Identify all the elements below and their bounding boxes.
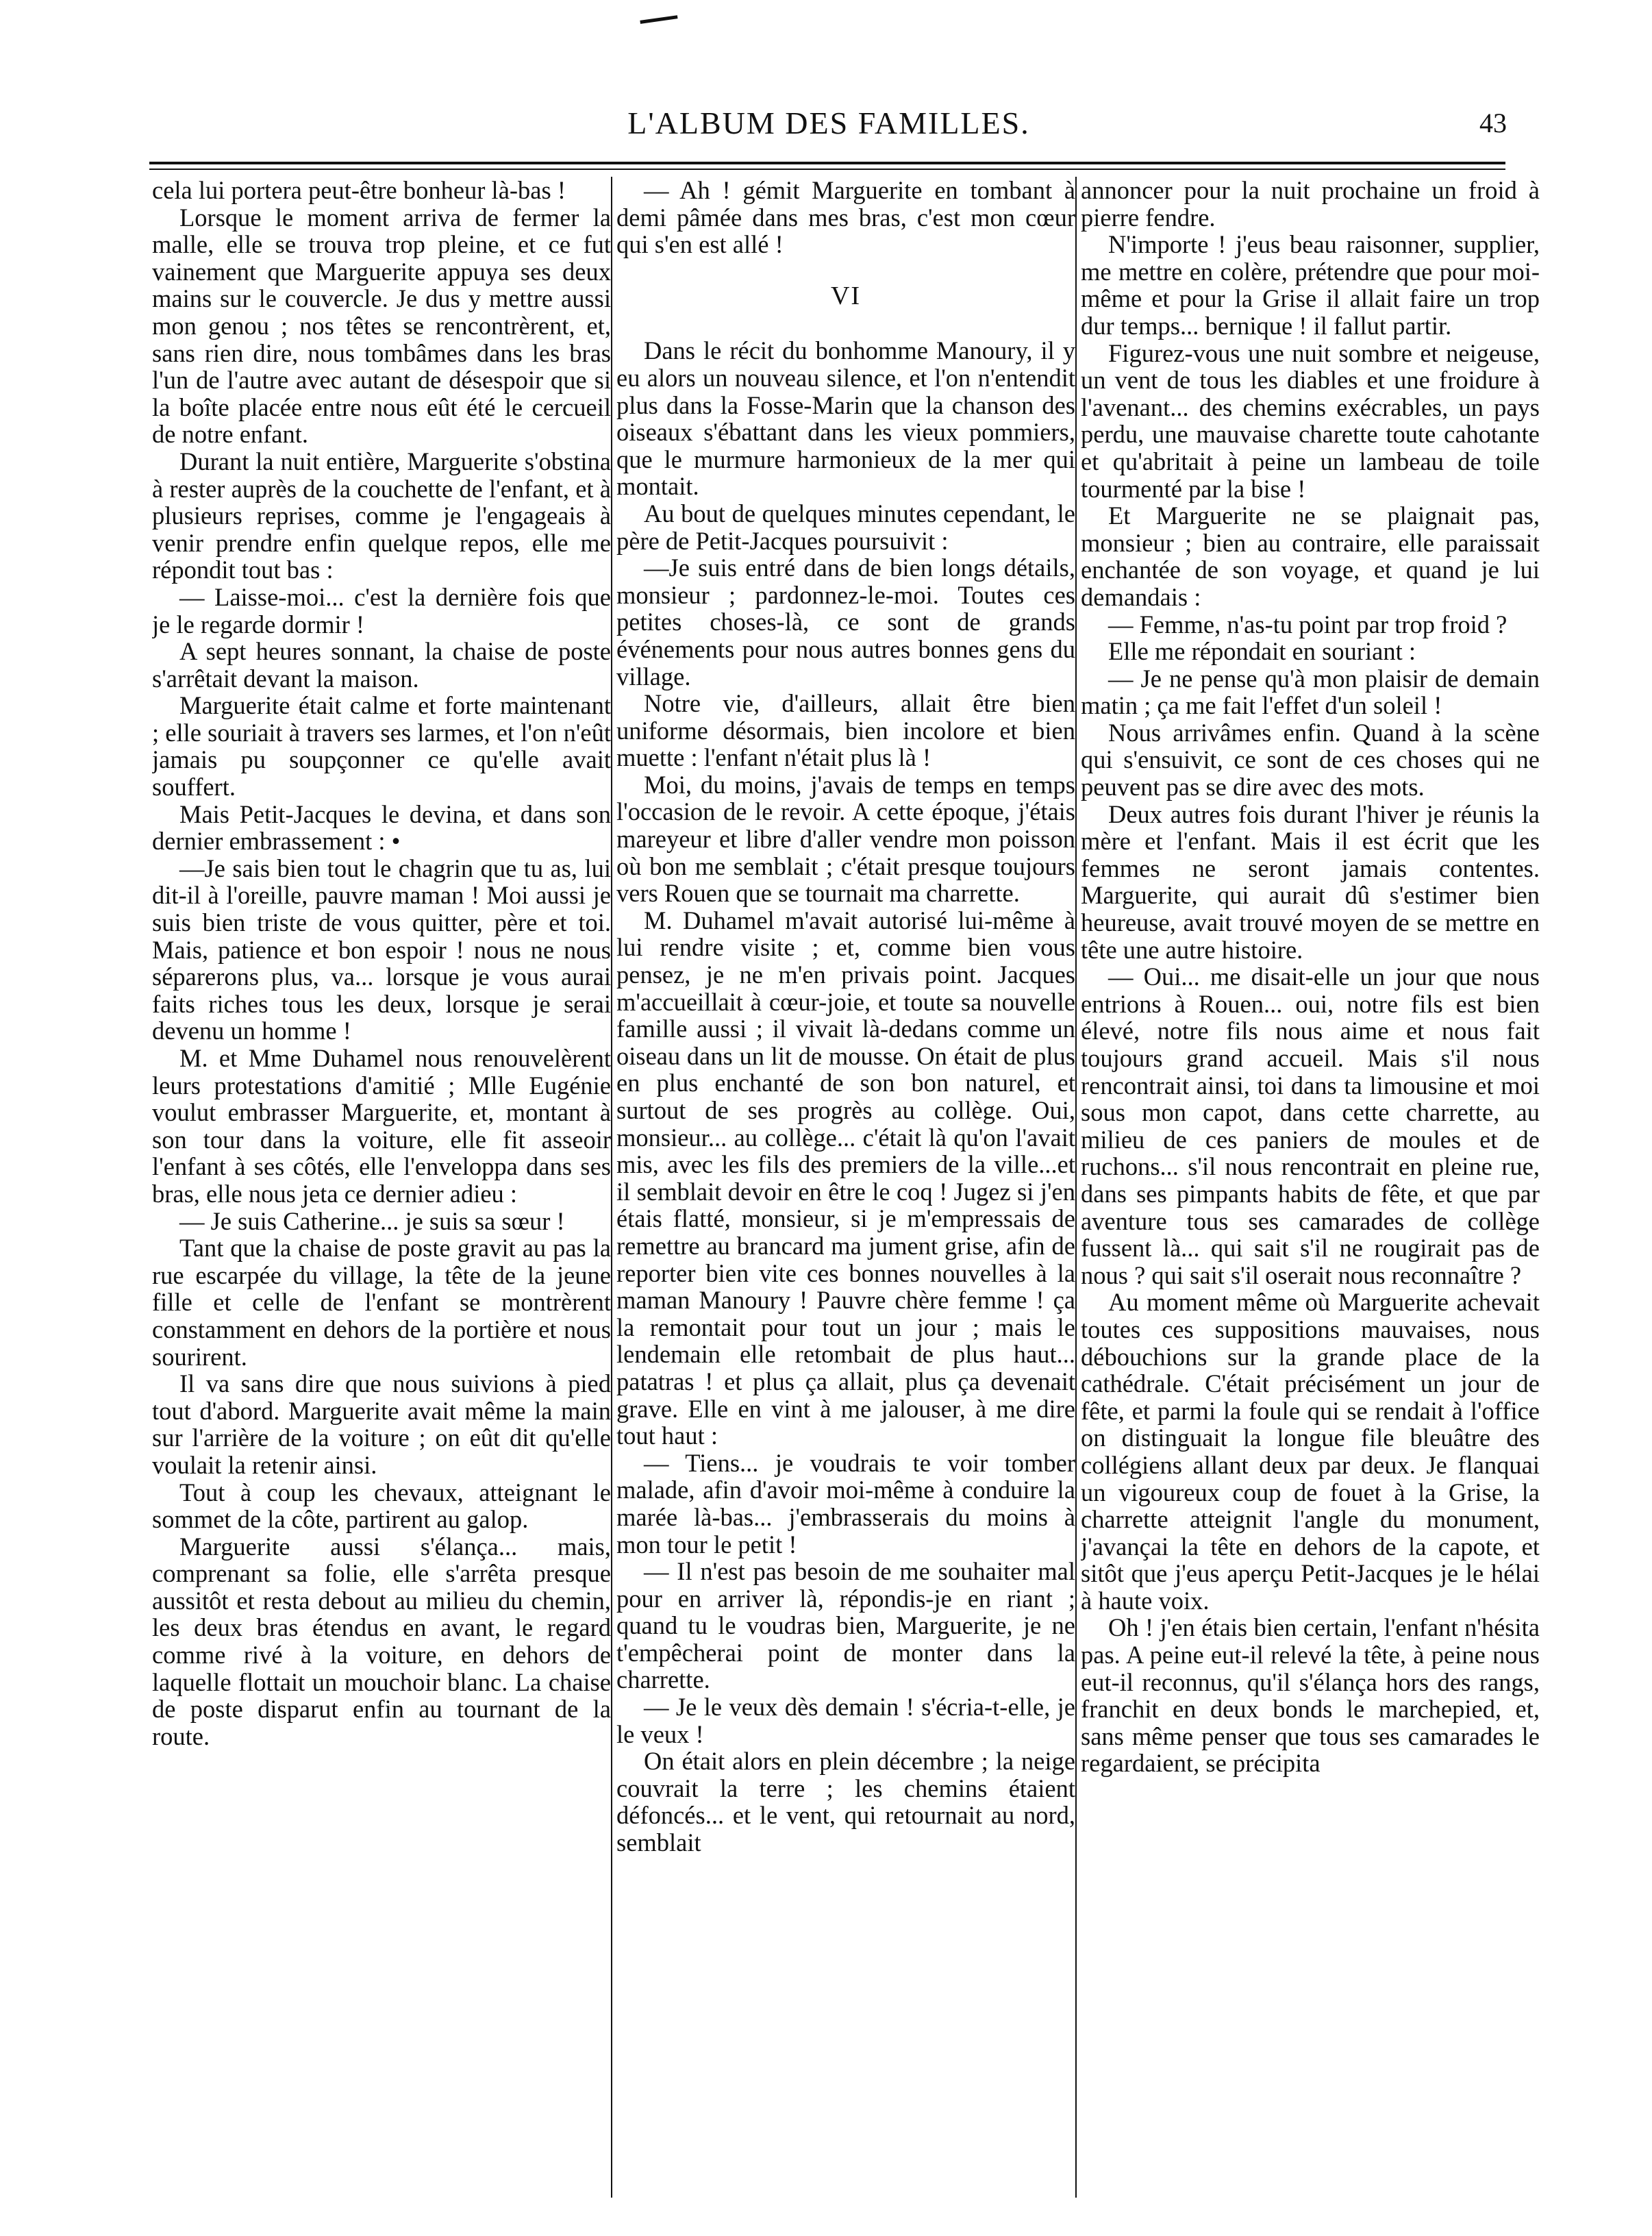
paragraph: cela lui portera peut-être bonheur là-bas ! xyxy=(152,177,566,204)
paragraph: M. Duhamel m'avait autorisé lui-même à lui rendre visite ; et, comme bien vous pensez, je ne m'en privais point. Jacques m'accueillait à cœur-joie, et toute sa nouvelle famille aussi ; il vivait là-dedans comme un oiseau dans un lit de mousse. On était de plus en plus enchanté de son bon naturel, et surtout de ses progrès au collège. Oui, monsieur... au collège... c'était là qu'on l'avait mis, avec les fils des premiers de la ville...et il semblait devoir en être le coq ! Jugez si j'en étais flatté, monsieur, si je m'empressais de remettre au brancard ma jument grise, afin de reporter bien vite ces bonnes nouvelles à la maman Manoury ! Pauvre chère femme ! ça la remontait pour tout un jour ; mais le lendemain elle retombait de plus haut... patatras ! et plus ça allait, plus ça devenait grave. Elle en vint à me jalouser, à me dire tout haut : xyxy=(616,906,1075,1450)
paragraph: Au bout de quelques minutes cependant, le père de Petit-Jacques poursuivit : xyxy=(616,499,1075,555)
paragraph: Et Marguerite ne se plaignait pas, monsieur ; bien au contraire, elle paraissait enchantée de son voyage, et quand je lui demandais : xyxy=(1081,501,1540,611)
paragraph: Au moment même où Marguerite achevait toutes ces suppositions mauvaises, nous débouchions sur la grande place de la cathédrale. C'était précisément un jour de fête, et parmi la foule qui se rendait à l'office on distinguait la longue file bleuâtre des collégiens allant deux par deux. Je flanquai un vigoureux coup de fouet à la Grise, la charrette atteignit l'angle du monument, j'avançai la tête en dehors de la capote, et sitôt que j'eus aperçu Petit-Jacques je le hélai à haute voix. xyxy=(1081,1288,1540,1615)
page-number: 43 xyxy=(1479,108,1507,138)
paragraph: Marguerite était calme et forte maintenant ; elle souriait à travers ses larmes, et l'on n'eût jamais pu soupçonner ce qu'elle avait souffert. xyxy=(152,691,611,802)
header-rule-thin xyxy=(149,169,1505,170)
paragraph: Tant que la chaise de poste gravit au pas la rue escarpée du village, la tête de la jeune fille et celle de l'enfant se montrèrent constamment en dehors de la portière et nous sourirent. xyxy=(152,1234,611,1371)
text-column-1 xyxy=(152,177,611,2194)
paragraph: Dans le récit du bonhomme Manoury, il y eu alors un nouveau silence, et l'on n'entendit plus dans la Fosse-Marin que la chanson des oiseaux s'ébattant dans les vieux pommiers, que le murmure harmonieux de la mer qui montait. xyxy=(616,336,1075,501)
paragraph: M. et Mme Duhamel nous renouvelèrent leurs protestations d'amitié ; Mlle Eugénie voulut embrasser Marguerite, et, montant à son tour dans la voiture, elle fit asseoir l'enfant à ses côtés, elle l'enveloppa dans ses bras, elle nous jeta ce dernier adieu : xyxy=(152,1044,611,1208)
paragraph: Il va sans dire que nous suivions à pied tout d'abord. Marguerite avait même la main sur l'arrière de la voiture ; on eût dit qu'elle voulait la retenir ainsi. xyxy=(152,1369,611,1479)
paragraph: Notre vie, d'ailleurs, allait être bien uniforme désormais, bien incolore et bien muette : l'enfant n'était plus là ! xyxy=(616,689,1075,772)
column-divider-2 xyxy=(1075,177,1077,2198)
paragraph: — Ah ! gémit Marguerite en tombant à demi pâmée dans mes bras, c'est mon cœur qui s'en est allé ! xyxy=(616,177,1075,259)
paragraph: — Oui... me disait-elle un jour que nous entrions à Rouen... oui, notre fils est bien élevé, notre fils nous aime et nous fait toujours grand accueil. Mais s'il nous rencontrait ainsi, toi dans ta limousine et moi sous mon capot, dans cette charrette, au milieu de ces paniers de moules et de ruchons... s'il nous rencontrait en pleine rue, dans ses pimpants habits de fête, et que par aventure tous ses camarades de collège fussent là... qui sait s'il ne rougirait pas de nous ? qui sait s'il oserait nous reconnaître ? xyxy=(1081,962,1540,1289)
paragraph: Deux autres fois durant l'hiver je réunis la mère et l'enfant. Mais il est écrit que les femmes ne seront jamais contentes. Marguerite, qui aurait dû s'estimer bien heureuse, avait trouvé moyen de se mettre en tête une autre histoire. xyxy=(1081,799,1540,964)
paragraph: Figurez-vous une nuit sombre et neigeuse, un vent de tous les diables et une froidure à l'avenant... des chemins exécrables, un pays perdu, une mauvaise charette toute cahotante et qu'abritait à peine un lambeau de toile tourmenté par la bise ! xyxy=(1081,338,1540,503)
paragraph: Durant la nuit entière, Marguerite s'obstina à rester auprès de la couchette de l'enfant, et à plusieurs reprises, comme je l'engageais à venir prendre enfin quelque repos, elle me répondit tout bas : xyxy=(152,447,611,584)
paragraph: — Tiens... je voudrais te voir tomber malade, afin d'avoir moi-même à conduire la marée là-bas... j'embrasserais du moins à mon tour le petit ! xyxy=(616,1448,1075,1558)
section-heading: VI xyxy=(830,281,862,310)
paragraph: — Il n'est pas besoin de me souhaiter mal pour en arriver là, répondis-je en riant ; quand tu le voudras bien, Marguerite, je ne t'empêcherai point de monter dans la charrette. xyxy=(616,1557,1075,1694)
paragraph: annoncer pour la nuit prochaine un froid à pierre fendre. xyxy=(1081,177,1540,232)
paragraph: Moi, du moins, j'avais de temps en temps l'occasion de le revoir. A cette époque, j'étais mareyeur et libre d'aller vendre mon poisson où bon me semblait ; c'était presque toujours vers Rouen que se tournait ma charrette. xyxy=(616,770,1075,908)
paragraph: — Je le veux dès demain ! s'écria-t-elle, je le veux ! xyxy=(616,1693,1075,1748)
paragraph: —Je sais bien tout le chagrin que tu as, lui dit-il à l'oreille, pauvre maman ! Moi aussi je suis bien triste de vous quitter, père et toi. Mais, patience et bon espoir ! nous ne nous séparerons plus, va... lorsque je vous aurai faits riches tous les deux, lorsque je serai devenu un homme ! xyxy=(152,854,611,1045)
paragraph: A sept heures sonnant, la chaise de poste s'arrêtait devant la maison. xyxy=(152,637,611,693)
page-title: L'ALBUM DES FAMILLES. xyxy=(627,105,1030,140)
paragraph: — Laisse-moi... c'est la dernière fois que je le regarde dormir ! xyxy=(152,582,611,638)
text-column-2 xyxy=(616,177,1075,2194)
paragraph: —Je suis entré dans de bien longs détails, monsieur ; pardonnez-le-moi. Toutes ces petites choses-là, ce sont de grands événements pour nous autres bonnes gens du village. xyxy=(616,554,1075,691)
header-rule-thick xyxy=(149,162,1505,164)
text-column-3 xyxy=(1081,177,1540,2194)
paragraph: — Je ne pense qu'à mon plaisir de demain matin ; ça me fait l'effet d'un soleil ! xyxy=(1081,664,1540,720)
paragraph: Elle me répondait en souriant : xyxy=(1108,637,1416,666)
paragraph: — Je suis Catherine... je suis sa sœur ! xyxy=(179,1206,565,1235)
page-header xyxy=(151,103,1507,151)
column-divider-1 xyxy=(611,177,612,2198)
paragraph: On était alors en plein décembre ; la neige couvrait la terre ; les chemins étaient défoncés... et le vent, qui retournait au nord, semblait xyxy=(616,1747,1075,1857)
paragraph: Oh ! j'en étais bien certain, l'enfant n'hésita pas. A peine eut-il relevé la tête, à peine nous eut-il reconnus, qu'il s'élança hors des rangs, franchit en deux bonds le marchepied, et, sans même penser que tous ses camarades le regardaient, se précipita xyxy=(1081,1613,1540,1778)
paragraph: Marguerite aussi s'élança... mais, comprenant sa folie, elle s'arrêta presque aussitôt et resta debout au milieu du chemin, les deux bras étendus en avant, le regard comme rivé à la voiture, en dehors de laquelle flottait un mouchoir blanc. La chaise de poste disparut enfin au tournant de la route. xyxy=(152,1532,611,1750)
paragraph: N'importe ! j'eus beau raisonner, supplier, me mettre en colère, prétendre que pour moi-même et pour la Grise il allait faire un trop dur temps... bernique ! il fallut partir. xyxy=(1081,230,1540,340)
paragraph: Nous arrivâmes enfin. Quand à la scène qui s'ensuivit, ce sont de ces choses qui ne peuvent pas se dire avec des mots. xyxy=(1081,718,1540,802)
paragraph: Mais Petit-Jacques le devina, et dans son dernier embrassement : • xyxy=(152,799,611,856)
paragraph: — Femme, n'as-tu point par trop froid ? xyxy=(1108,610,1507,638)
top-ink-mark xyxy=(640,15,678,29)
paragraph: Tout à coup les chevaux, atteignant le sommet de la côte, partirent au galop. xyxy=(152,1478,611,1534)
paragraph: Lorsque le moment arriva de fermer la malle, elle se trouva trop pleine, et ce fut vainement que Marguerite appuya ses deux mains sur le couvercle. Je dus y mettre aussi mon genou ; nos têtes se rencontrèrent, et, sans rien dire, nous tombâmes dans les bras l'un de l'autre avec autant de désespoir que si la boîte placée entre nous eût été le cercueil de notre enfant. xyxy=(152,203,611,449)
